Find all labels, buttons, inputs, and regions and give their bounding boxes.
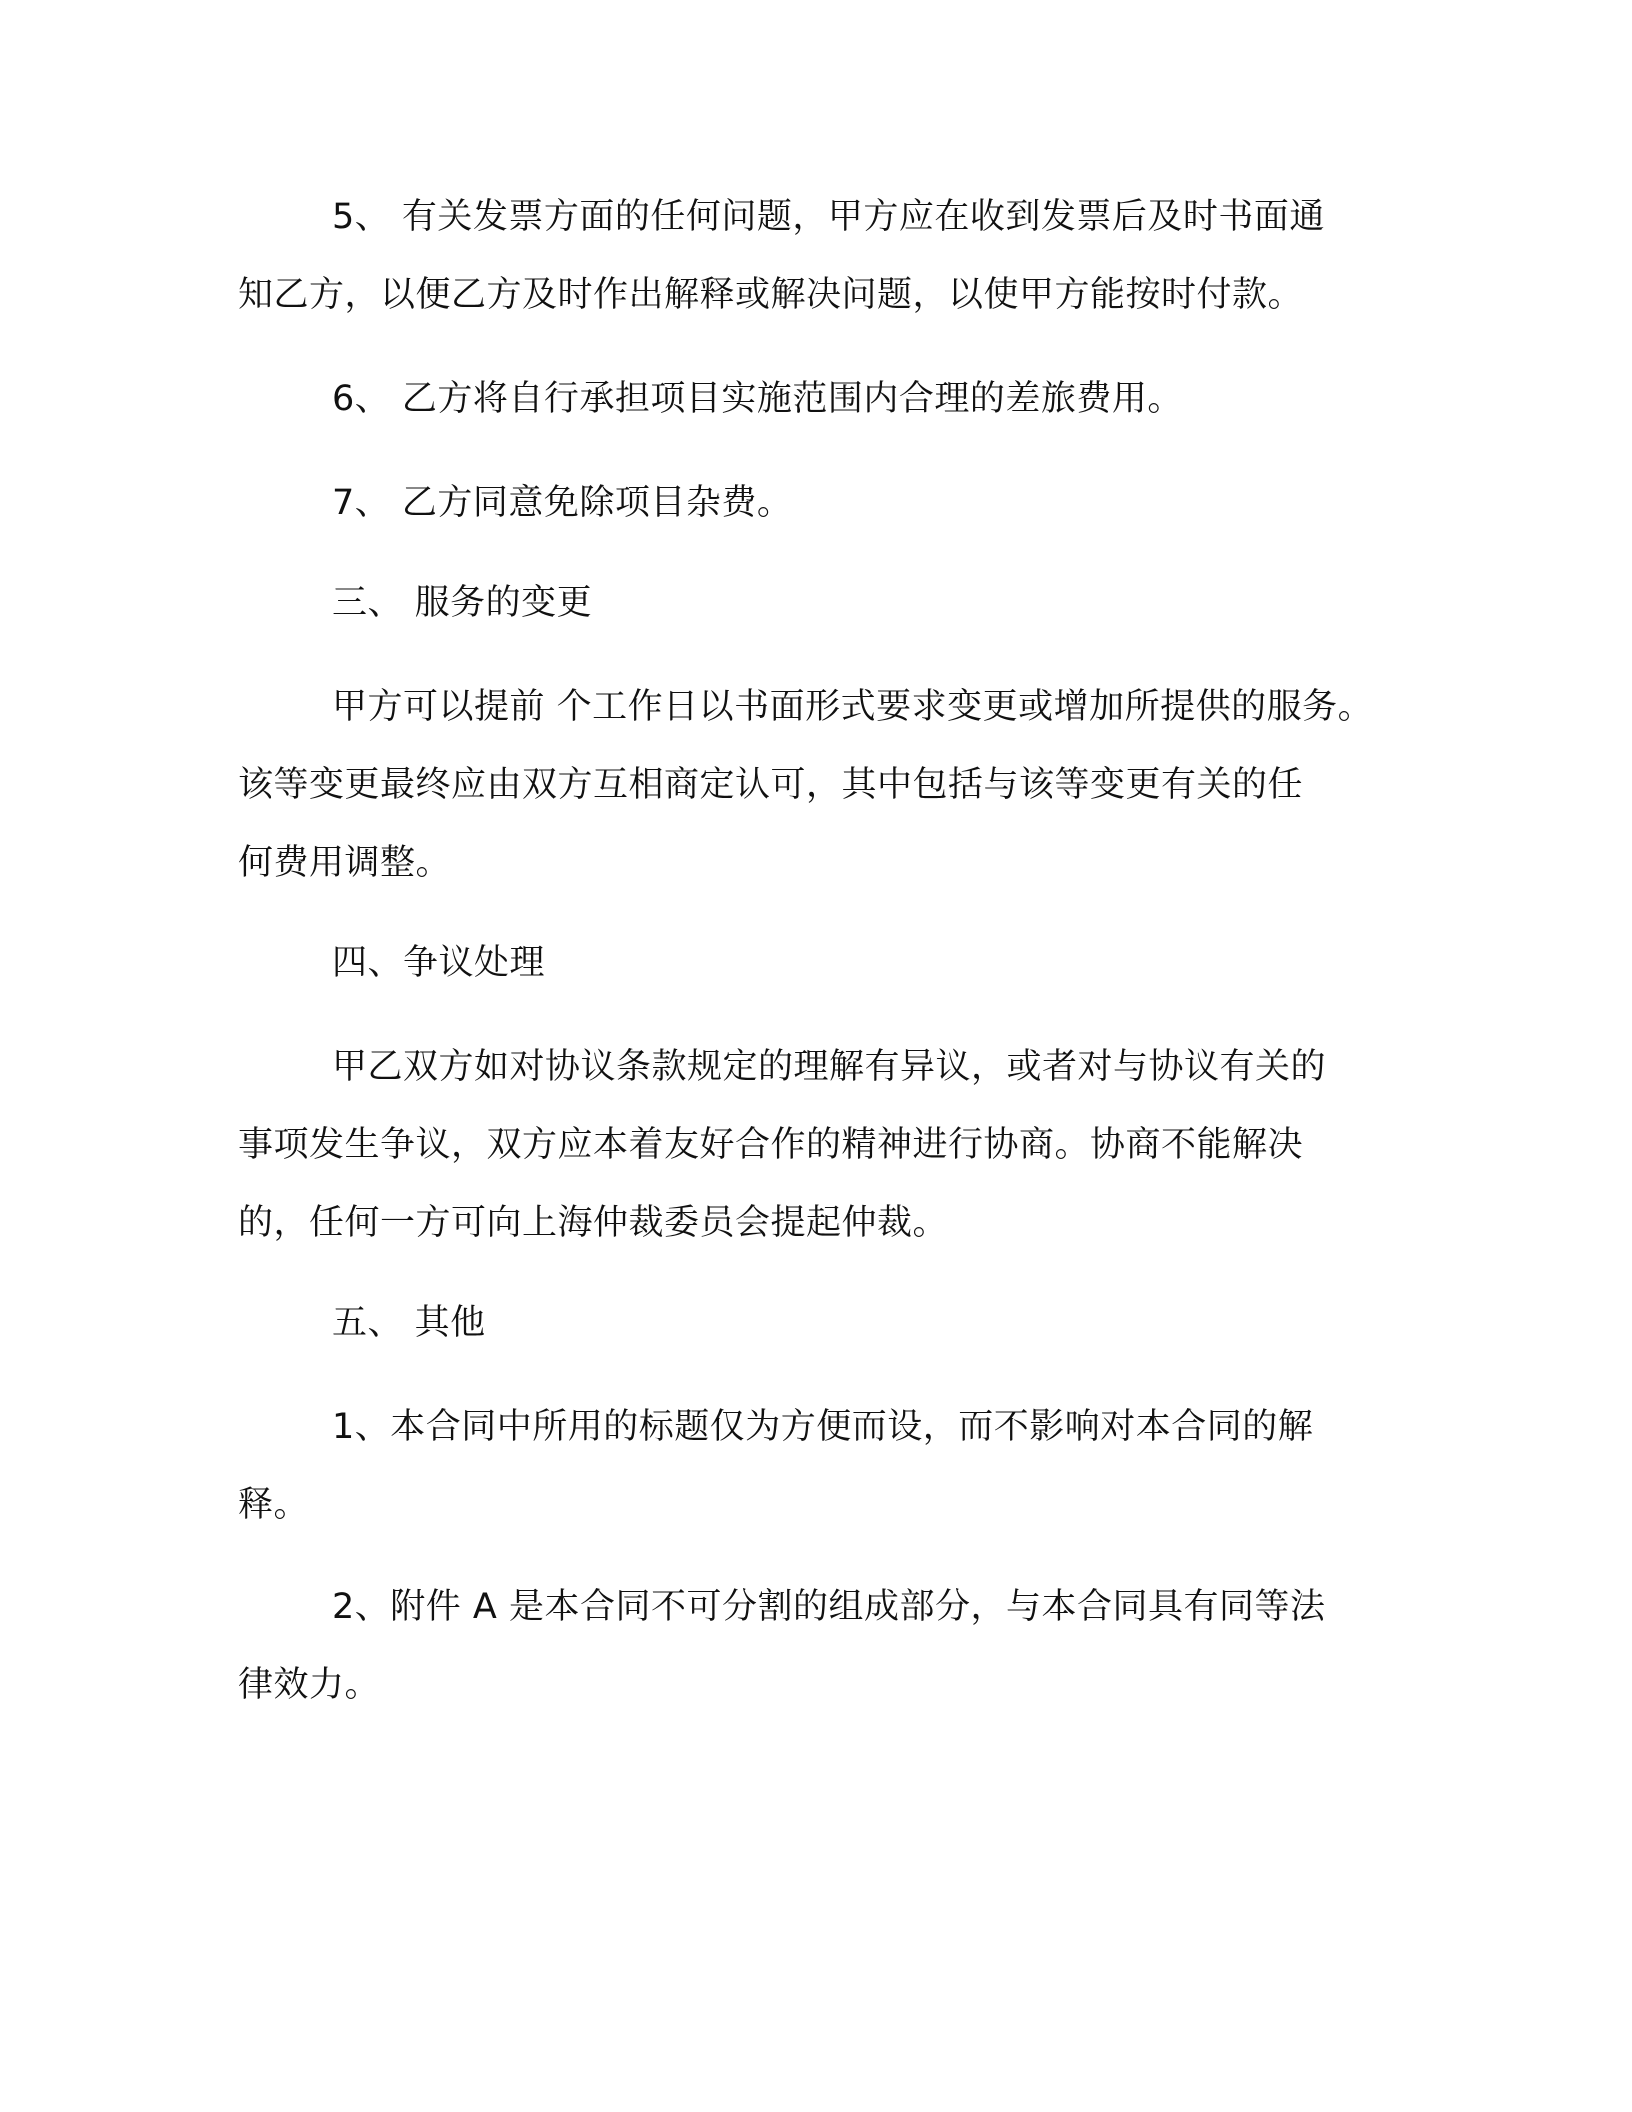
- section-5-item-1-line-1: 1、本合同中所用的标题仅为方便而设，而不影响对本合同的解: [332, 1407, 1314, 1447]
- section-3-para-line-2: 该等变更最终应由双方互相商定认可，其中包括与该等变更有关的任: [238, 765, 1304, 805]
- section-4-heading: 四、争议处理: [332, 943, 546, 983]
- section-5-item-2-line-1: 2、附件 A 是本合同不可分割的组成部分，与本合同具有同等法: [332, 1587, 1326, 1627]
- section-5-heading: 五、 其他: [332, 1303, 486, 1343]
- section-4-para-line-2: 事项发生争议，双方应本着友好合作的精神进行协商。协商不能解决: [238, 1125, 1304, 1165]
- section-4-para-line-3: 的，任何一方可向上海仲裁委员会提起仲裁。: [238, 1203, 949, 1243]
- section-3-heading: 三、 服务的变更: [332, 583, 593, 623]
- clause-6-line: 6、 乙方将自行承担项目实施范围内合理的差旅费用。: [332, 379, 1183, 419]
- clause-7-line: 7、 乙方同意免除项目杂费。: [332, 483, 793, 523]
- section-5-item-1-line-2: 释。: [238, 1485, 310, 1525]
- section-5-item-2-line-2: 律效力。: [238, 1665, 381, 1705]
- section-3-para-line-3: 何费用调整。: [238, 843, 452, 883]
- clause-5-line-2: 知乙方，以便乙方及时作出解释或解决问题，以使甲方能按时付款。: [238, 275, 1304, 315]
- section-4-para-line-1: 甲乙双方如对协议条款规定的理解有异议，或者对与协议有关的: [332, 1047, 1327, 1087]
- clause-5-line-1: 5、 有关发票方面的任何问题，甲方应在收到发票后及时书面通: [332, 197, 1325, 237]
- section-3-para-line-1: 甲方可以提前 个工作日以书面形式要求变更或增加所提供的服务。: [332, 687, 1374, 727]
